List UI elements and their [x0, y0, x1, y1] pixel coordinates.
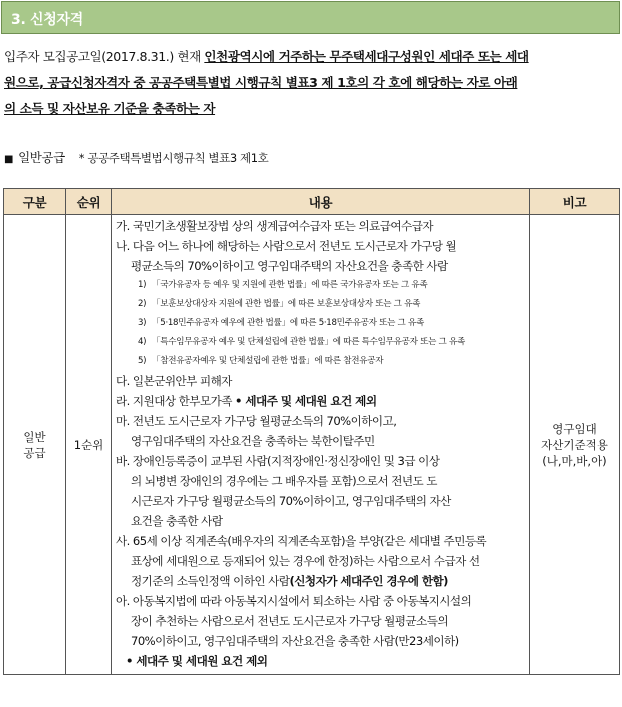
item-sa-line-1: 사. 65세 이상 직계존속(배우자의 직계존속포함)을 부양(같은 세대별 주민등록 — [116, 534, 487, 548]
item-a-line-2: 장이 추천하는 사람으로서 전년도 도시근로자 가구당 월평균소득의 — [131, 614, 449, 628]
item-ba-line-2: 의 뇌병변 장애인의 경우에는 그 배우자를 포함)으로서 전년도 도 — [131, 474, 437, 488]
sub-item-text: 「보훈보상대상자 지원에 관한 법률」에 따른 보훈보상대상자 또는 그 유족 — [152, 299, 421, 309]
cell-rank: 1순위 — [66, 215, 112, 675]
item-ra-note: • 세대주 및 세대원 요건 제외 — [235, 394, 377, 408]
item-na-line-1: 나. 다음 어느 하나에 해당하는 사람으로서 전년도 도시근로자 가구당 월 — [116, 239, 457, 253]
item-ga: 가. 국민기초생활보장법 상의 생계급여수급자 또는 의료급여수급자 — [116, 219, 434, 233]
eligibility-table — [3, 188, 620, 675]
sub-item-number: 3) — [138, 318, 147, 328]
cell-content — [112, 215, 530, 675]
header-rank: 순위 — [66, 189, 112, 215]
header-category: 구분 — [4, 189, 66, 215]
item-sa-line-3-text: 정기준의 소득인정액 이하인 사람 — [131, 574, 290, 588]
item-sa-line-3 — [116, 571, 525, 591]
section-title: 3. 신청자격 — [11, 12, 83, 28]
item-da: 다. 일본군위안부 피해자 — [116, 374, 232, 388]
item-a-line-3: 70%이하이고, 영구임대주택의 자산요건을 충족한 사람(만23세이하) — [131, 634, 459, 648]
table-row — [4, 215, 620, 675]
intro-paragraph — [4, 44, 618, 122]
sub-item-text: 「국가유공자 등 예우 및 지원에 관한 법률」에 따른 국가유공자 또는 그 유족 — [152, 280, 428, 290]
section-header — [1, 1, 620, 34]
sub-item — [116, 295, 525, 314]
cell-category: 일반 공급 — [4, 215, 66, 675]
header-remark: 비고 — [530, 189, 620, 215]
sub-item — [116, 352, 525, 371]
cell-remark: 영구임대 자산기준적용 (나,마,바,아) — [530, 215, 620, 675]
item-sa-line-2: 표상에 세대원으로 등재되어 있는 경우에 한정)하는 사람으로서 수급자 선 — [131, 554, 480, 568]
item-a-note: • 세대주 및 세대원 요건 제외 — [126, 654, 268, 668]
sub-item-text: 「5·18민주유공자 예우에 관한 법률」에 따른 5·18민주유공자 또는 그 유족 — [152, 318, 424, 328]
item-ba-line-3: 시근로자 가구당 월평균소득의 70%이하이고, 영구임대주택의 자산 — [131, 494, 451, 508]
item-ma-line-1: 마. 전년도 도시근로자 가구당 월평균소득의 70%이하이고, — [116, 414, 397, 428]
item-ra-text: 라. 지원대상 한부모가족 — [116, 394, 236, 408]
item-ma-line-2: 영구임대주택의 자산요건을 충족하는 북한이탈주민 — [131, 434, 375, 448]
item-ba-line-4: 요건을 충족한 사람 — [131, 514, 223, 528]
table-header-row — [4, 189, 620, 215]
intro-line-1 — [4, 44, 618, 70]
intro-line-1-plain: 입주자 모집공고일(2017.8.31.) 현재 — [4, 49, 205, 64]
item-na-line-2: 평균소득의 70%이하이고 영구임대주택의 자산요건을 충족한 사람 — [131, 259, 448, 273]
sub-item-text: 「특수임무유공자 예우 및 단체설립에 관한 법률」에 따른 특수임무유공자 또는 그 유족 — [152, 337, 465, 347]
sub-item-number: 1) — [138, 280, 147, 290]
sub-item — [116, 314, 525, 333]
intro-line-3: 의 소득 및 자산보유 기준을 충족하는 자 — [4, 101, 216, 116]
sub-item — [116, 276, 525, 295]
general-supply-subtitle — [4, 148, 268, 166]
subtitle-note: * 공공주택특별법시행규칙 별표3 제1호 — [78, 151, 269, 165]
sub-item — [116, 333, 525, 352]
sub-item-number: 5) — [138, 356, 147, 366]
item-a-line-1: 아. 아동복지법에 따라 아동복지시설에서 퇴소하는 사람 중 아동복지시설의 — [116, 594, 472, 608]
subtitle-label: 일반공급 — [18, 150, 65, 165]
sub-item-number: 4) — [138, 337, 147, 347]
intro-line-1-emphasis: 인천광역시에 거주하는 무주택세대구성원인 세대주 또는 세대 — [204, 49, 529, 64]
item-sa-line-3-note: (신청자가 세대주인 경우에 한함) — [289, 574, 448, 588]
sub-item-number: 2) — [138, 299, 147, 309]
header-content: 내용 — [112, 189, 530, 215]
sub-item-text: 「참전유공자예우 및 단체설립에 관한 법률」에 따른 참전유공자 — [152, 356, 384, 366]
square-bullet-icon: ■ — [4, 154, 14, 165]
intro-line-2: 원으로, 공급신청자격자 중 공공주택특별법 시행규칙 별표3 제 1호의 각 호에 해당하는 자로 아래 — [4, 75, 518, 90]
item-ra — [116, 391, 525, 411]
item-ba-line-1: 바. 장애인등록증이 교부된 사람(지적장애인·정신장애인 및 3급 이상 — [116, 454, 440, 468]
